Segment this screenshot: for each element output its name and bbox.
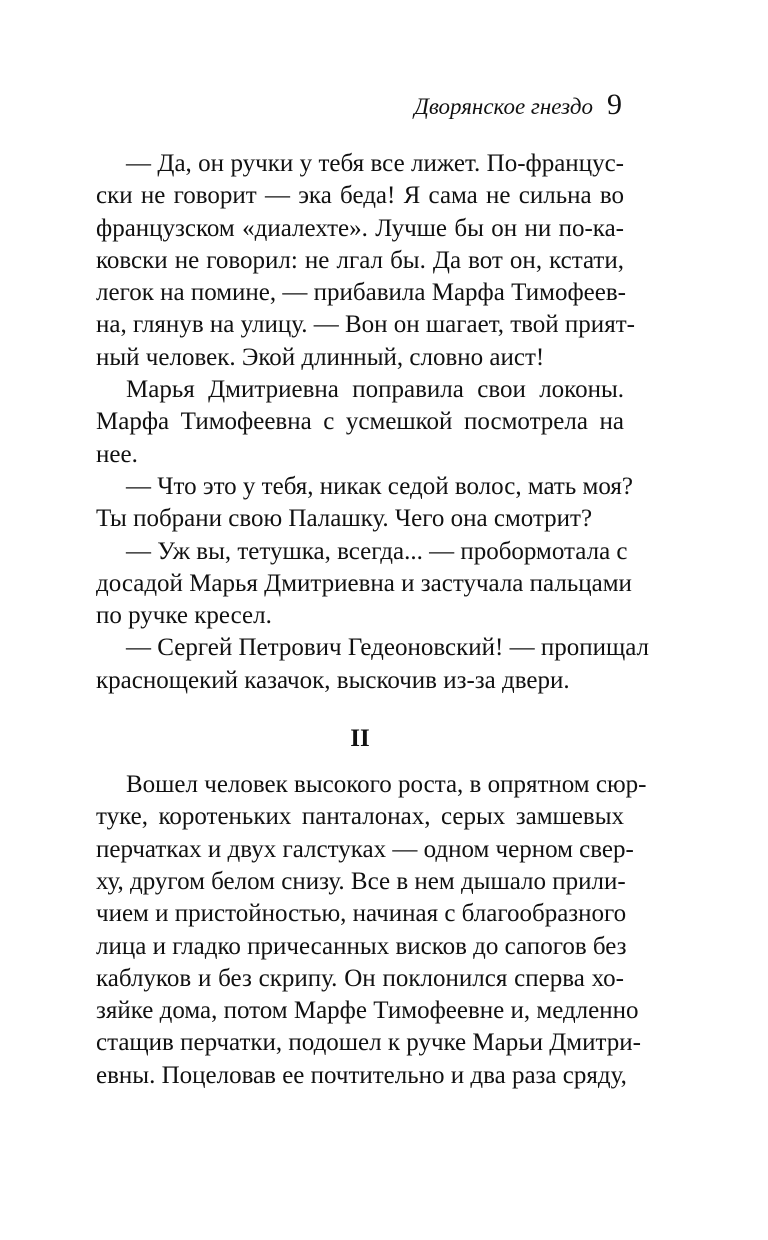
text-section-2 [96,769,647,1092]
text-line: зяйке дома, потом Марфе Тимофеевне и, медленно [96,997,639,1025]
text-line: Вошел человек высокого роста, в опрятном сюр- [126,771,647,799]
text-line: нее. [96,440,138,468]
paragraph [96,471,633,536]
text-line: туке, коротеньких панталонах, серых замшевых [96,803,624,831]
paragraph [96,374,624,471]
running-header [414,88,622,122]
text-line: стащив перчатки, подошел к ручке Марьи Дмитри- [96,1029,641,1057]
text-line: по ручке кресел. [96,602,272,630]
text-line: — Сергей Петрович Гедеоновский! — пропищал [126,634,650,662]
text-line: ный человек. Экой длинный, словно аист! [96,343,545,371]
text-line: — Да, он ручки у тебя все лижет. По-францус- [126,150,624,177]
paragraph [96,632,650,697]
text-line: евны. Поцеловав ее почтительно и два раза сряду, [96,1061,627,1089]
paragraph [96,536,632,633]
text-line: Ты побрани свою Палашку. Чего она смотрит? [96,505,593,533]
text-line: каблуков и без скрипу. Он поклонился сперва хо- [96,964,624,992]
text-line: чием и пристойностью, начиная с благообразного [96,900,627,928]
text-line: на, глянув на улицу. — Вон он шагает, твой прият- [96,311,635,339]
text-line: ху, другом белом снизу. Все в нем дышало прили- [96,867,626,895]
text-line: легок на помине, — прибавила Марфа Тимофеев- [96,279,626,307]
text-line: ски не говорит — эка беда! Я сама не сильна во [96,182,624,210]
text-line: — Что это у тебя, никак седой волос, мать моя? [126,472,633,500]
chapter-heading: II [350,725,370,753]
text-section-1 [96,148,650,697]
text-line: краснощекий казачок, выскочив из-за двери. [96,666,570,694]
text-line: досадой Марья Дмитриевна и застучала пальцами [96,569,632,597]
page-text [96,148,650,1092]
text-line: — Уж вы, тетушка, всегда... — пробормотала с [126,537,628,565]
text-line: французском «диалехте». Лучше бы он ни по-ка- [96,214,624,242]
text-line: Марья Дмитриевна поправила свои локоны. [126,376,624,404]
book-title: Дворянское гнездо [414,94,593,119]
text-line: перчатках и двух галстуках — одном черном свер- [96,835,634,863]
page-number: 9 [607,88,622,121]
paragraph [96,769,647,1092]
text-line: Марфа Тимофеевна с усмешкой посмотрела на [96,408,624,436]
paragraph [96,148,635,374]
text-line: лица и гладко причесанных висков до сапогов без [96,932,627,960]
text-line: ковски не говорил: не лгал бы. Да вот он, кстати, [96,246,624,274]
